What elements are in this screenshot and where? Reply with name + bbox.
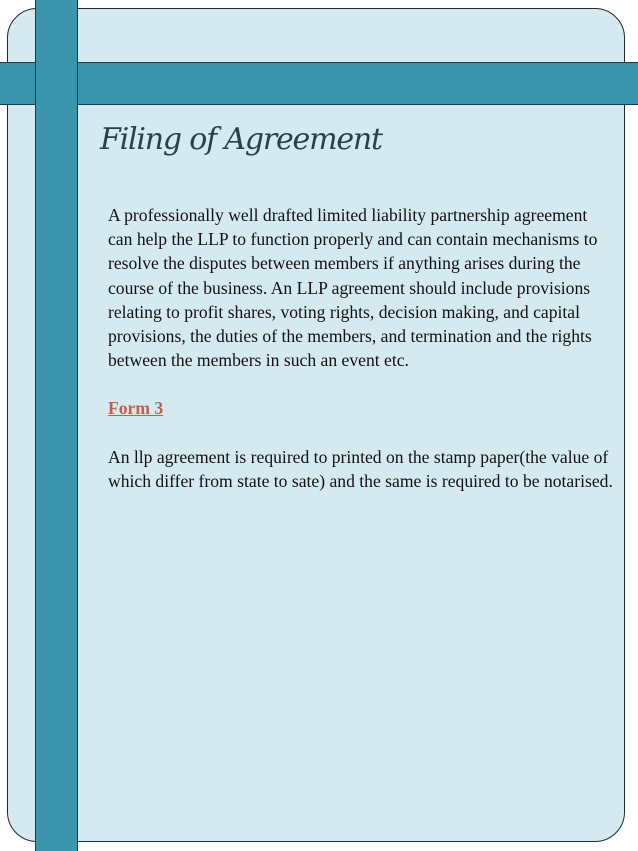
form-3-label: Form 3	[108, 398, 164, 419]
vertical-decorative-bar	[35, 0, 78, 851]
body-paragraph-llp-agreement: A professionally well drafted limited liability partnership agreement can help the LLP to function properly and can contain mechanisms to resolve the disputes between members if anything arises during the course of the business. An LLP agreement should include provisions relating to profit shares, voting rights, decision making, and capital provisions, the duties of the members, and termination and the rights between the members in such an event etc.	[108, 205, 598, 371]
slide-body	[108, 203, 613, 493]
horizontal-decorative-bar	[0, 62, 638, 105]
slide-title: Filing of Agreement	[100, 122, 382, 157]
body-paragraph-stamp-paper: An llp agreement is required to printed on the stamp paper(the value of which differ from state to sate) and the same is required to be notarised.	[108, 446, 613, 491]
